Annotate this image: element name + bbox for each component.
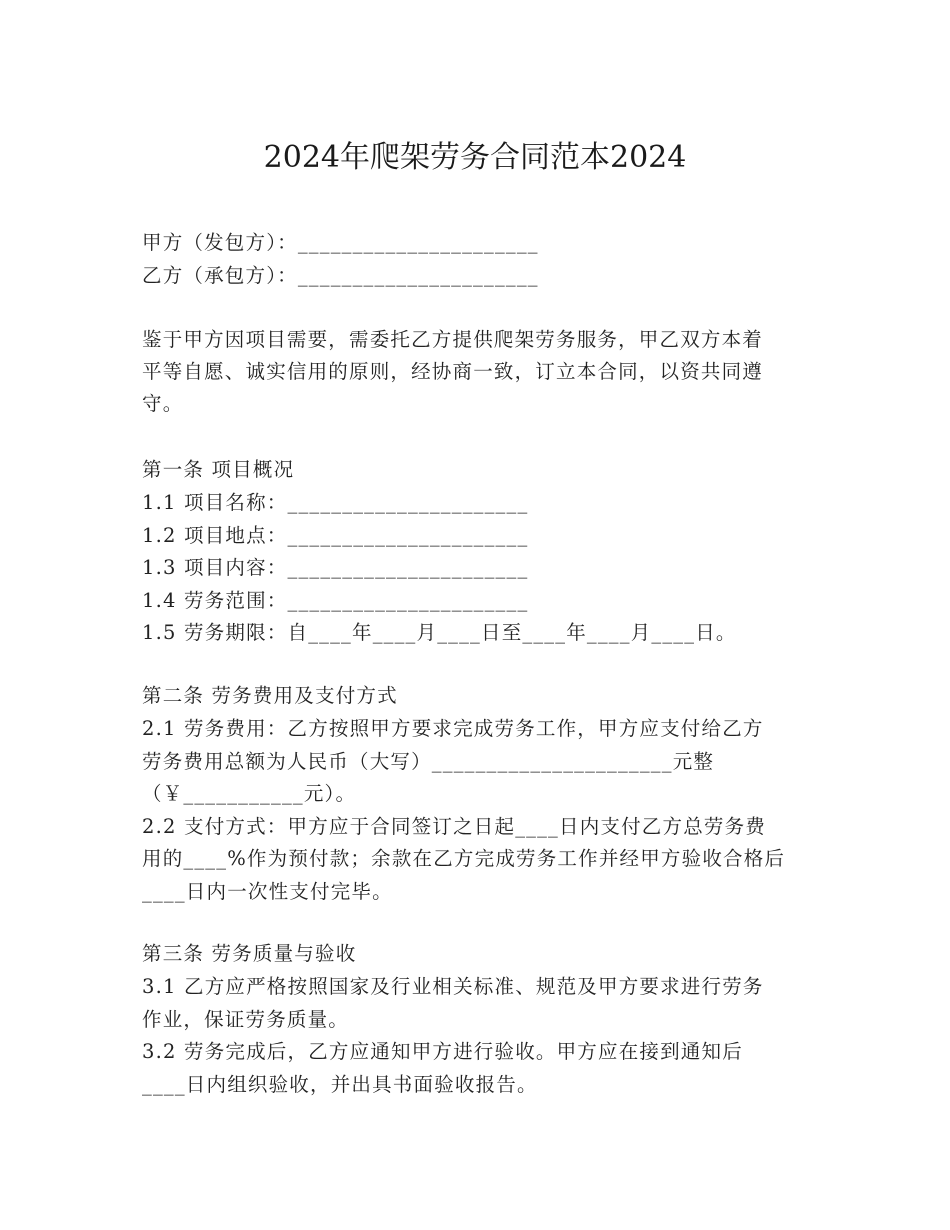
article-2-clause: 劳务费用总额为人民币（大写）______________________元整 xyxy=(142,750,715,773)
article-1-clause: 1.1 项目名称：______________________ xyxy=(142,491,529,514)
preamble-line: 守。 xyxy=(142,392,184,415)
article-1-clause: 1.3 项目内容：______________________ xyxy=(142,556,529,579)
article-3-clause: 3.2 劳务完成后，乙方应通知甲方进行验收。甲方应在接到通知后 xyxy=(142,1040,743,1063)
article-1-clause: 1.5 劳务期限：自____年____月____日至____年____月____日。 xyxy=(142,621,737,644)
article-2-heading: 第二条 劳务费用及支付方式 xyxy=(142,684,398,707)
party-a-line: 甲方（发包方）：______________________ xyxy=(142,231,539,254)
article-3-clause: 3.1 乙方应严格按照国家及行业相关标准、规范及甲方要求进行劳务 xyxy=(142,975,764,998)
article-3-clause: 作业，保证劳务质量。 xyxy=(142,1008,350,1031)
article-1-clause: 1.4 劳务范围：______________________ xyxy=(142,589,529,612)
article-2-clause: ____日内一次性支付完毕。 xyxy=(142,880,393,903)
article-1-heading: 第一条 项目概况 xyxy=(142,458,295,481)
article-3-heading: 第三条 劳务质量与验收 xyxy=(142,942,357,965)
article-2-clause: 2.2 支付方式：甲方应于合同签订之日起____日内支付乙方总劳务费 xyxy=(142,815,767,838)
article-2-clause: （￥___________元）。 xyxy=(142,782,357,805)
document-title: 2024年爬架劳务合同范本2024 xyxy=(263,140,687,175)
party-b-line: 乙方（承包方）：______________________ xyxy=(142,264,539,287)
preamble-line: 平等自愿、诚实信用的原则，经协商一致，订立本合同，以资共同遵 xyxy=(142,360,764,383)
article-3-clause: ____日内组织验收，并出具书面验收报告。 xyxy=(142,1073,538,1096)
preamble-line: 鉴于甲方因项目需要，需委托乙方提供爬架劳务服务，甲乙双方本着 xyxy=(142,328,764,351)
article-2-clause: 用的____%作为预付款；余款在乙方完成劳务工作并经甲方验收合格后 xyxy=(142,847,786,870)
article-1-clause: 1.2 项目地点：______________________ xyxy=(142,524,529,547)
article-2-clause: 2.1 劳务费用：乙方按照甲方要求完成劳务工作，甲方应支付给乙方 xyxy=(142,717,764,740)
